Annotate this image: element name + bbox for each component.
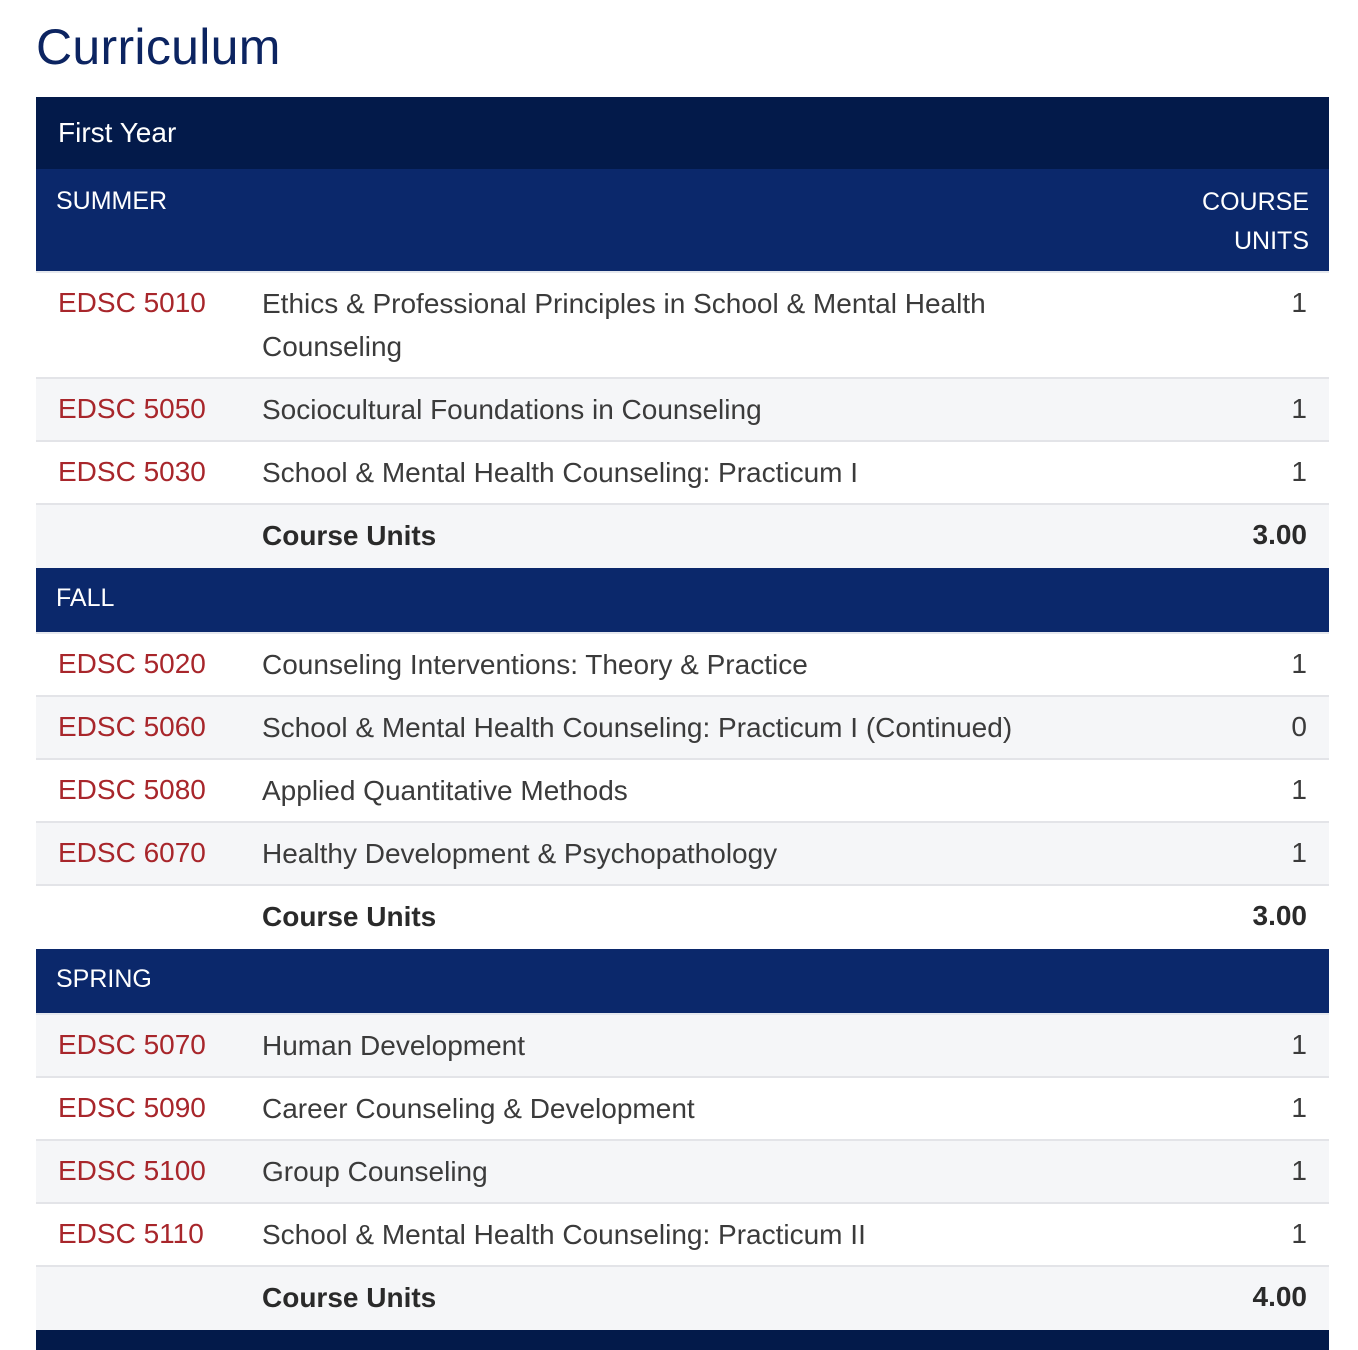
course-code-link[interactable]: EDSC 5090: [58, 1092, 206, 1123]
course-units: 0: [1291, 711, 1307, 742]
course-code-link[interactable]: EDSC 5060: [58, 711, 206, 742]
units-header-line-1: COURSE: [1202, 188, 1309, 216]
course-title: School & Mental Health Counseling: Practicum I: [262, 457, 859, 488]
table-row: [36, 697, 1329, 760]
table-row: [36, 379, 1329, 442]
table-row: [36, 760, 1329, 823]
term-header-summer: [36, 169, 1329, 273]
table-row: [36, 442, 1329, 505]
course-units: 1: [1291, 648, 1307, 679]
term-header-spring: [36, 949, 1329, 1015]
course-code-link[interactable]: EDSC 5030: [58, 456, 206, 487]
year-header: First Year: [36, 97, 1329, 169]
term-header-fall: [36, 568, 1329, 634]
table-row: [36, 1015, 1329, 1078]
course-title: Career Counseling & Development: [262, 1093, 695, 1124]
course-title: Ethics & Professional Principles in School & Mental Health Counseling: [262, 288, 986, 362]
table-row: [36, 823, 1329, 886]
total-units: 3.00: [1252, 900, 1307, 931]
course-units: 1: [1291, 1029, 1307, 1060]
table-row: [36, 1141, 1329, 1204]
course-title: Human Development: [262, 1030, 526, 1061]
total-label: Course Units: [262, 1282, 437, 1313]
table-row: [36, 1204, 1329, 1267]
course-title: Applied Quantitative Methods: [262, 775, 628, 806]
course-title: Healthy Development & Psychopathology: [262, 838, 778, 869]
total-label: Course Units: [262, 520, 437, 551]
course-code-link[interactable]: EDSC 5110: [58, 1218, 204, 1249]
course-code-link[interactable]: EDSC 5070: [58, 1029, 206, 1060]
course-units: 1: [1291, 1155, 1307, 1186]
course-units: 1: [1291, 1218, 1307, 1249]
course-units: 1: [1291, 774, 1307, 805]
term-total-row: [36, 886, 1329, 949]
page-title: Curriculum: [36, 19, 281, 75]
course-units: 1: [1291, 287, 1307, 318]
course-units: 1: [1291, 837, 1307, 868]
course-title: Counseling Interventions: Theory & Practice: [262, 649, 808, 680]
term-name: FALL: [56, 584, 115, 612]
curriculum-table: [36, 97, 1329, 1350]
term-total-row: [36, 505, 1329, 568]
course-title: Group Counseling: [262, 1156, 488, 1187]
table-row: [36, 634, 1329, 697]
table-row: [36, 1078, 1329, 1141]
course-units: 1: [1291, 393, 1307, 424]
total-label: Course Units: [262, 901, 437, 932]
course-code-link[interactable]: EDSC 5080: [58, 774, 206, 805]
course-code-link[interactable]: EDSC 5050: [58, 393, 206, 424]
table-row: [36, 273, 1329, 379]
units-header-line-2: UNITS: [1234, 227, 1309, 255]
course-code-link[interactable]: EDSC 5100: [58, 1155, 206, 1186]
next-section-header: [36, 1330, 1329, 1350]
course-units-header: [1202, 183, 1309, 261]
course-code-link[interactable]: EDSC 5010: [58, 287, 206, 318]
term-name: SUMMER: [56, 187, 168, 215]
term-total-row: [36, 1267, 1329, 1330]
course-code-link[interactable]: EDSC 6070: [58, 837, 206, 868]
course-units: 1: [1291, 456, 1307, 487]
course-code-link[interactable]: EDSC 5020: [58, 648, 206, 679]
course-title: Sociocultural Foundations in Counseling: [262, 394, 762, 425]
term-name: SPRING: [56, 965, 152, 993]
total-units: 4.00: [1252, 1281, 1307, 1312]
total-units: 3.00: [1252, 519, 1307, 550]
course-title: School & Mental Health Counseling: Practicum I (Continued): [262, 712, 1013, 743]
course-title: School & Mental Health Counseling: Practicum II: [262, 1219, 866, 1250]
course-units: 1: [1291, 1092, 1307, 1123]
